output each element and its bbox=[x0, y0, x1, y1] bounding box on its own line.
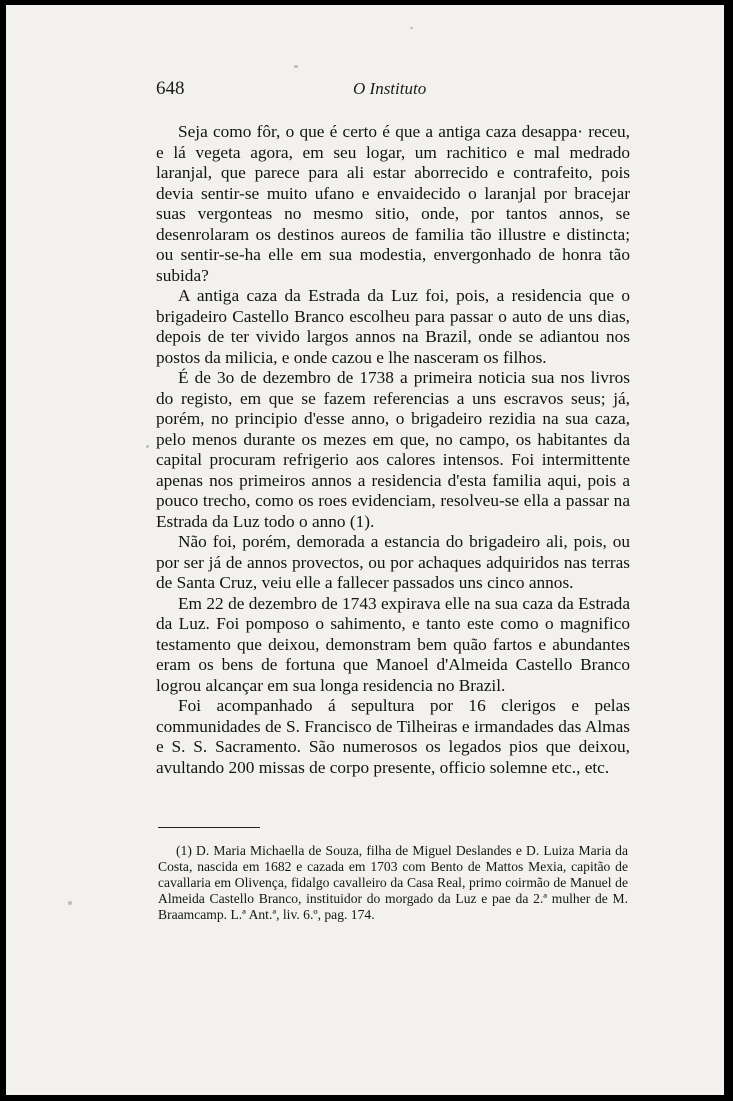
paragraph bbox=[156, 286, 630, 368]
scanned-page bbox=[6, 5, 724, 1095]
paragraph-text: É de 3o de dezembro de 1738 a primeira noticia sua nos livros do registo, em que se fazem referencias a uns escravos seus; já, porém, no principio d'esse anno, o brigadeiro rezidia na sua caza, pelo menos durante os mezes em que, no campo, os habitantes da capital procuram refrigerio aos calores intensos. Foi intermittente apenas nos primeiros annos a residencia d'esta familia aqui, pois a pouco trecho, como os roes evidenciam, resolveu-se ella a passar na Estrada da Luz todo o anno bbox=[156, 368, 630, 531]
paper-speck bbox=[410, 27, 413, 29]
paragraph: Foi acompanhado á sepultura por 16 clerigos e pelas communidades de S. Francisco de Tilheiras e irmandades das Almas e S. S. Sacramento. São numerosos os legados pios que deixou, avultando 200 missas de corpo presente, officio solemne etc., etc. bbox=[156, 696, 630, 777]
paragraph: Em 22 de dezembro de 1743 expirava elle na sua caza da Estrada da Luz. Foi pomposo o sahimento, e tanto este como o magnifico testamento que deixou, demonstram bem quão fartos e abundantes eram os bens de fortuna que Manoel d'Almeida Castello Branco logrou alcançar em sua longa residencia no Brazil. bbox=[156, 593, 630, 695]
running-title: O Instituto bbox=[353, 79, 427, 98]
paragraph: Seja como fôr, o que é certo é que a antiga caza desappa· receu, e lá vegeta agora, em seu logar, um rachitico e mal medrado laranjal, que parece para ali estar aborrecido e contrafeito, pois devia sentir-se muito ufano e envaidecido o laranjal por bracejar suas vergonteas no mesmo sitio, onde, por tantos annos, se desenrolaram os destinos aureos de familia tão illustre e distincta; ou sentir-se-ha elle em sua modestia, envergonhado de honra tão subida? bbox=[156, 122, 630, 285]
page-number: 648 bbox=[156, 78, 185, 99]
paper-speck bbox=[146, 445, 149, 448]
paragraph: Não foi, porém, demorada a estancia do brigadeiro ali, pois, ou por ser já de annos provectos, ou por achaques adquiridos nas terras de Santa Cruz, veiu elle a fallecer passados uns cinco annos. bbox=[156, 532, 630, 592]
footnote bbox=[158, 843, 628, 923]
page-header bbox=[6, 78, 724, 108]
footnote-rule bbox=[158, 827, 260, 828]
paragraph bbox=[156, 368, 630, 532]
footnote-text: (1) D. Maria Michaella de Souza, filha de Miguel Deslandes e D. Luiza Maria da Costa, nascida em 1682 e cazada em 1703 com Bento de Mattos Mexia, capitão de cavallaria em Olivença, fidalgo cavalleiro da Casa Real, primo coirmão de Manuel de Almeida Castello Branco, instituidor do morgado da Luz e pae da 2.ª mulher de M. Braamcamp. L.ª Ant.ª, liv. 6.º, pag. 174. bbox=[158, 843, 628, 922]
paper-speck bbox=[68, 901, 72, 905]
body-text bbox=[156, 122, 630, 778]
paper-speck bbox=[294, 65, 298, 68]
paragraph-text: A antiga caza da Estrada da Luz foi, pois, a residencia que o brigadeiro Castello Branco escolheu para passar o auto de uns dias, depois de ter vivido largos annos na Brazil, onde se adiantou nos postos da milicia, e onde cazou e lhe nasceram os filhos. bbox=[156, 286, 630, 367]
footnote-reference: (1). bbox=[345, 511, 375, 531]
